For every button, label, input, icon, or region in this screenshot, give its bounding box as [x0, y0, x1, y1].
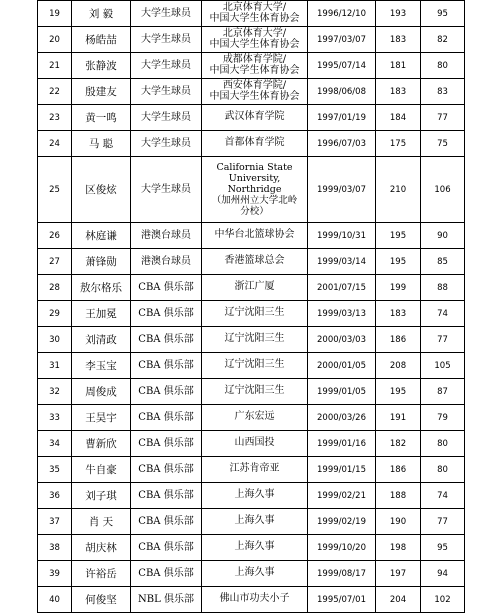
cell-height: 183: [376, 301, 421, 327]
cell-name: 牛自豪: [72, 457, 131, 483]
cell-no: 23: [38, 105, 72, 131]
cell-name: 黄一鸣: [72, 105, 131, 131]
cell-birth: 1995/07/14: [308, 53, 376, 79]
cell-team: [202, 1, 308, 27]
cell-name: 许裕岳: [72, 561, 131, 587]
cell-category: CBA 俱乐部: [131, 301, 202, 327]
cell-name: 胡庆林: [72, 535, 131, 561]
cell-weight: 83: [421, 79, 465, 105]
cell-birth: 1996/12/10: [308, 1, 376, 27]
cell-height: 182: [376, 431, 421, 457]
cell-weight: 106: [421, 157, 465, 223]
cell-category: 大学生球员: [131, 105, 202, 131]
cell-birth: 1999/02/21: [308, 483, 376, 509]
cell-no: 40: [38, 587, 72, 613]
cell-no: 36: [38, 483, 72, 509]
cell-no: 29: [38, 301, 72, 327]
team-line: 分校）: [240, 206, 269, 217]
cell-team: [202, 431, 308, 457]
team-line: （加州州立大学北岭: [211, 195, 298, 206]
cell-name: 周俊成: [72, 379, 131, 405]
team-line: 首都体育学院: [224, 137, 285, 149]
cell-no: 35: [38, 457, 72, 483]
cell-name: 萧锋勋: [72, 249, 131, 275]
cell-team: [202, 275, 308, 301]
table-row: [38, 379, 465, 405]
cell-birth: 1997/01/19: [308, 105, 376, 131]
cell-height: 190: [376, 509, 421, 535]
cell-weight: 75: [421, 131, 465, 157]
table-row: [38, 301, 465, 327]
cell-birth: 2000/01/05: [308, 353, 376, 379]
cell-weight: 95: [421, 535, 465, 561]
cell-birth: 2001/07/15: [308, 275, 376, 301]
cell-team: [202, 79, 308, 105]
cell-no: 21: [38, 53, 72, 79]
cell-no: 30: [38, 327, 72, 353]
cell-weight: 85: [421, 249, 465, 275]
cell-name: 张静波: [72, 53, 131, 79]
cell-height: 183: [376, 79, 421, 105]
cell-height: 175: [376, 131, 421, 157]
cell-birth: 1999/01/05: [308, 379, 376, 405]
cell-weight: 90: [421, 223, 465, 249]
cell-no: 22: [38, 79, 72, 105]
cell-height: 188: [376, 483, 421, 509]
cell-weight: 80: [421, 431, 465, 457]
cell-name: 肖 天: [72, 509, 131, 535]
cell-birth: 1999/08/17: [308, 561, 376, 587]
cell-category: CBA 俱乐部: [131, 561, 202, 587]
team-line: 成都体育学院/: [222, 54, 287, 65]
cell-no: 25: [38, 157, 72, 223]
player-roster-table: [37, 0, 465, 613]
cell-category: 大学生球员: [131, 53, 202, 79]
cell-weight: 80: [421, 457, 465, 483]
cell-weight: 95: [421, 1, 465, 27]
table-row: [38, 509, 465, 535]
cell-height: 191: [376, 405, 421, 431]
cell-birth: 1999/10/31: [308, 223, 376, 249]
cell-birth: 1995/07/01: [308, 587, 376, 613]
cell-height: 195: [376, 379, 421, 405]
cell-height: 198: [376, 535, 421, 561]
team-line: 中国大学生体育协会: [209, 38, 300, 50]
cell-height: 208: [376, 353, 421, 379]
table-row: [38, 353, 465, 379]
team-line: 北京体育大学/: [222, 2, 287, 13]
cell-name: 何俊坚: [72, 587, 131, 613]
team-line: 上海久事: [234, 567, 275, 579]
cell-weight: 79: [421, 405, 465, 431]
cell-no: 28: [38, 275, 72, 301]
team-line: 西安体育学院/: [222, 80, 287, 91]
team-line: 中国大学生体育协会: [209, 90, 300, 102]
cell-category: 大学生球员: [131, 27, 202, 53]
table-row: [38, 1, 465, 27]
cell-height: 199: [376, 275, 421, 301]
table-row: [38, 535, 465, 561]
team-line: 广东宏远: [234, 411, 275, 423]
cell-category: CBA 俱乐部: [131, 483, 202, 509]
team-line: California State: [216, 162, 293, 173]
team-line: 武汉体育学院: [224, 111, 285, 123]
table-row: [38, 53, 465, 79]
cell-name: 杨皓喆: [72, 27, 131, 53]
cell-weight: 88: [421, 275, 465, 301]
cell-category: CBA 俱乐部: [131, 431, 202, 457]
cell-name: 王加冕: [72, 301, 131, 327]
cell-height: 186: [376, 457, 421, 483]
cell-category: CBA 俱乐部: [131, 353, 202, 379]
cell-no: 37: [38, 509, 72, 535]
cell-height: 183: [376, 27, 421, 53]
cell-birth: 1999/03/14: [308, 249, 376, 275]
table-row: [38, 275, 465, 301]
cell-category: NBL 俱乐部: [131, 587, 202, 613]
cell-height: 186: [376, 327, 421, 353]
cell-category: 大学生球员: [131, 157, 202, 223]
cell-no: 34: [38, 431, 72, 457]
cell-birth: 1999/02/19: [308, 509, 376, 535]
cell-team: [202, 327, 308, 353]
cell-no: 39: [38, 561, 72, 587]
cell-name: 林庭谦: [72, 223, 131, 249]
cell-category: 港澳台球员: [131, 249, 202, 275]
cell-team: [202, 223, 308, 249]
cell-team: [202, 457, 308, 483]
team-line: 中国大学生体育协会: [209, 12, 300, 24]
cell-weight: 82: [421, 27, 465, 53]
cell-name: 刘 毅: [72, 1, 131, 27]
team-line: 中华台北篮球协会: [214, 229, 295, 241]
cell-birth: 1998/06/08: [308, 79, 376, 105]
cell-name: 王昊宇: [72, 405, 131, 431]
roster-body: [38, 1, 465, 613]
table-row: [38, 431, 465, 457]
team-line: 江苏肯帝亚: [229, 463, 280, 475]
cell-no: 26: [38, 223, 72, 249]
cell-team: [202, 131, 308, 157]
cell-category: 大学生球员: [131, 131, 202, 157]
cell-name: 马 聪: [72, 131, 131, 157]
cell-category: CBA 俱乐部: [131, 327, 202, 353]
cell-height: 181: [376, 53, 421, 79]
cell-category: CBA 俱乐部: [131, 275, 202, 301]
cell-height: 197: [376, 561, 421, 587]
cell-weight: 74: [421, 483, 465, 509]
cell-category: CBA 俱乐部: [131, 457, 202, 483]
table-row: [38, 327, 465, 353]
cell-birth: 1997/03/07: [308, 27, 376, 53]
cell-name: 敖尔格乐: [72, 275, 131, 301]
team-line: 浙江广厦: [234, 281, 275, 293]
cell-team: [202, 561, 308, 587]
cell-category: 大学生球员: [131, 79, 202, 105]
cell-no: 38: [38, 535, 72, 561]
cell-birth: 1996/07/03: [308, 131, 376, 157]
table-row: [38, 223, 465, 249]
table-row: [38, 561, 465, 587]
cell-team: [202, 535, 308, 561]
cell-team: [202, 53, 308, 79]
cell-category: CBA 俱乐部: [131, 535, 202, 561]
cell-height: 184: [376, 105, 421, 131]
cell-category: CBA 俱乐部: [131, 405, 202, 431]
table-row: [38, 249, 465, 275]
team-line: 佛山市功夫小子: [219, 593, 290, 605]
cell-weight: 74: [421, 301, 465, 327]
cell-team: [202, 105, 308, 131]
table-row: [38, 131, 465, 157]
cell-birth: 2000/03/03: [308, 327, 376, 353]
table-row: [38, 27, 465, 53]
cell-no: 31: [38, 353, 72, 379]
cell-team: [202, 405, 308, 431]
cell-birth: 1999/01/16: [308, 431, 376, 457]
cell-name: 刘子琪: [72, 483, 131, 509]
cell-team: [202, 509, 308, 535]
cell-no: 19: [38, 1, 72, 27]
team-line: 北京体育大学/: [222, 28, 287, 39]
cell-name: 刘清政: [72, 327, 131, 353]
cell-no: 27: [38, 249, 72, 275]
cell-weight: 94: [421, 561, 465, 587]
cell-weight: 77: [421, 509, 465, 535]
cell-team: [202, 379, 308, 405]
table-row: [38, 79, 465, 105]
cell-no: 33: [38, 405, 72, 431]
cell-height: 193: [376, 1, 421, 27]
cell-height: 195: [376, 249, 421, 275]
cell-weight: 87: [421, 379, 465, 405]
cell-team: [202, 27, 308, 53]
team-line: 上海久事: [234, 515, 275, 527]
cell-height: 210: [376, 157, 421, 223]
cell-team: [202, 587, 308, 613]
team-line: 辽宁沈阳三生: [224, 333, 285, 345]
table-row: [38, 405, 465, 431]
cell-category: 大学生球员: [131, 1, 202, 27]
cell-team: [202, 483, 308, 509]
cell-weight: 105: [421, 353, 465, 379]
cell-no: 24: [38, 131, 72, 157]
team-line: University, Northridge: [227, 173, 282, 195]
cell-weight: 77: [421, 327, 465, 353]
table-row: [38, 587, 465, 613]
team-line: 山西国投: [234, 437, 275, 449]
cell-name: 曹新欣: [72, 431, 131, 457]
table-row: [38, 483, 465, 509]
cell-height: 204: [376, 587, 421, 613]
cell-birth: 1999/03/13: [308, 301, 376, 327]
cell-height: 195: [376, 223, 421, 249]
cell-no: 32: [38, 379, 72, 405]
cell-no: 20: [38, 27, 72, 53]
team-line: 辽宁沈阳三生: [224, 307, 285, 319]
table-row: [38, 157, 465, 223]
cell-name: 李玉宝: [72, 353, 131, 379]
team-line: 辽宁沈阳三生: [224, 385, 285, 397]
cell-name: 区俊炫: [72, 157, 131, 223]
cell-team: [202, 301, 308, 327]
table-row: [38, 457, 465, 483]
table-row: [38, 105, 465, 131]
cell-name: 殷建友: [72, 79, 131, 105]
cell-category: CBA 俱乐部: [131, 509, 202, 535]
cell-category: CBA 俱乐部: [131, 379, 202, 405]
cell-category: 港澳台球员: [131, 223, 202, 249]
cell-weight: 102: [421, 587, 465, 613]
cell-weight: 80: [421, 53, 465, 79]
team-line: 上海久事: [234, 541, 275, 553]
cell-team: [202, 157, 308, 223]
cell-birth: 1999/03/07: [308, 157, 376, 223]
cell-birth: 2000/03/26: [308, 405, 376, 431]
cell-team: [202, 249, 308, 275]
team-line: 香港篮球总会: [224, 255, 285, 267]
cell-birth: 1999/10/20: [308, 535, 376, 561]
cell-weight: 77: [421, 105, 465, 131]
cell-team: [202, 353, 308, 379]
team-line: 上海久事: [234, 489, 275, 501]
team-line: 辽宁沈阳三生: [224, 359, 285, 371]
team-line: 中国大学生体育协会: [209, 64, 300, 76]
cell-birth: 1999/01/15: [308, 457, 376, 483]
